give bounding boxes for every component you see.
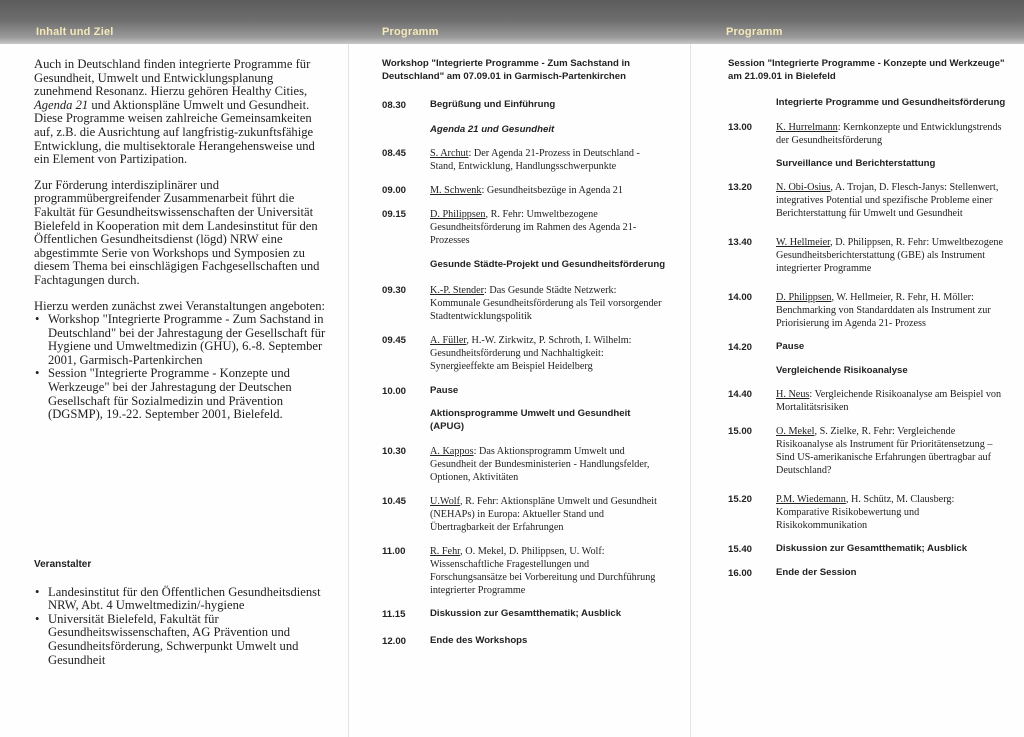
heading: Gesunde Städte-Projekt und Gesundheitsförderung [430,259,666,270]
header-band [690,0,1024,44]
program-row [728,543,1008,556]
speaker: K. Hurrelmann [776,121,838,133]
time: 10.30 [382,446,407,457]
program-row [728,493,1008,532]
list-item: • Landesinstitut für den Öffentlichen Gesundheitsdienst NRW, Abt. 4 Umweltmedizin/-hygiene [48,586,328,613]
section-header: Programm [382,26,439,38]
list-item: • Session "Integrierte Programme - Konzepte und Werkzeuge" bei der Jahrestagung der Deutschen Gesellschaft für Sozialmedizin und Prävention (DGSMP), 19.-22. September 2001, Bielefeld. [48,367,328,421]
entry: Ende der Session [776,566,857,578]
entry: Ende des Workshops [430,634,528,646]
time: 11.15 [382,609,406,620]
veranstalter-section [34,558,328,667]
veranstalter-title: Veranstalter [34,559,92,570]
speaker: K.-P. Stender [430,284,485,296]
entry: Diskussion zur Gesamtthematik; Ausblick [776,543,968,554]
speaker: H. Neus [776,389,810,400]
entry: : Gesundheitsbezüge in Agenda 21 [481,185,623,196]
speaker: A. Kappos [430,446,474,457]
speaker: U.Wolf [430,496,461,507]
heading: Vergleichende Risikoanalyse [776,364,908,376]
entry: : Das Gesunde Städte Netzwerk: Kommunale Gesundheitsförderung als Teil vorsorgender Stadtentwicklungspolitik [430,284,662,322]
session-heading [728,365,1008,378]
speaker: M. Schwenk [430,185,482,196]
paragraph-1 [34,58,328,167]
program-row [382,208,666,247]
session-heading [382,124,666,137]
time: 14.20 [728,342,753,353]
time: 09.30 [382,284,407,296]
time: 08.30 [382,100,407,111]
column-workshop [348,0,690,737]
event-list [34,313,328,422]
time: 09.45 [382,334,407,346]
entry: , R. Fehr: Aktionspläne Umwelt und Gesundheit (NEHAPs) in Europa: Aktueller Stand und Übertragbarkeit der Erfahrungen [430,496,657,533]
veranstalter-list [34,586,328,668]
entry: : Kernkonzepte und Entwicklungstrends der Gesundheitsförderung [776,121,1002,146]
speaker: D. Philippsen [776,292,832,303]
time: 09.15 [382,209,407,220]
session-title: Session "Integrierte Programme - Konzepte und Werkzeuge" am 21.09.01 in Bielefeld [728,58,1005,82]
header-band [348,0,690,44]
entry: , R. Fehr: Umweltbezogene Gesundheitsförderung im Rahmen des Agenda 21-Prozesses [430,209,637,246]
speaker: N. Obi-Osius [776,182,831,193]
entry: , H. Schütz, M. Clausberg: Komparative Risikobewertung und Risikokommunikation [776,494,955,531]
time: 15.00 [728,426,753,437]
p1-text-b: und Aktionspläne Umwelt und Gesundheit. Diese Programme weisen zahlreiche Gemeinsamkeiten auf, z.B. die Ausrichtung auf langfristig-zukunftsfähige Entwicklung, die multisektorale Herangehensweise und ein Element von Partizipation. [34,97,315,167]
header-band [0,0,348,44]
time: 13.00 [728,121,753,133]
entry: : Vergleichende Risikoanalyse am Beispiel von Mortalitätsrisiken [776,389,1002,413]
speaker: W. Hellmeier [776,237,831,248]
time: 16.00 [728,567,753,579]
program-row [382,495,666,534]
session-heading [728,158,1008,171]
paragraph-3: Hierzu werden zunächst zwei Veranstaltungen angeboten: [34,298,326,313]
program-row [382,635,666,648]
heading-italic: Agenda 21 [430,123,479,135]
p1-text-a: Auch in Deutschland finden integrierte Programme für Gesundheit, Umwelt und Entwicklungsplanung zunehmend Resonanz. Hierzu gehören Healthy Cities, [34,57,311,99]
entry: : Das Aktionsprogramm Umwelt und Gesundheit der Bundesministerien - Handlungsfelder, Optionen, Aktivitäten [430,446,650,483]
time: 15.20 [728,494,753,505]
program-row [382,99,666,112]
p1-italic: Agenda 21 [34,97,89,112]
program-row [382,334,666,373]
heading: Integrierte Programme und Gesundheitsförderung [776,97,1006,108]
program-row [728,388,1008,414]
time: 14.00 [728,292,753,303]
time: 10.45 [382,496,407,507]
time: 09.00 [382,185,407,196]
intro-text [0,44,348,422]
entry: Pause [776,341,805,352]
program-row [728,236,1008,275]
speaker: D. Philippsen [430,209,486,220]
entry: , D. Philippsen, R. Fehr: Umweltbezogene Gesundheitsberichterstattung (GBE) als Instrument integrierter Programme [776,237,1003,274]
time: 11.00 [382,546,406,557]
time: 13.40 [728,237,753,248]
entry: Begrüßung und Einführung [430,99,556,110]
speaker: S. Archut [430,148,469,159]
program-row [382,385,666,398]
time: 12.00 [382,635,407,647]
program-row [728,425,1008,477]
speaker: R. Fehr [430,546,461,557]
time: 10.00 [382,385,407,397]
time: 14.40 [728,389,753,400]
section-header: Inhalt und Ziel [36,26,114,38]
speaker: O. Mekel [776,426,815,437]
entry: : Der Agenda 21-Prozess in Deutschland - Stand, Entwicklung, Handlungsschwerpunkte [430,148,640,172]
program-row [728,181,1008,220]
entry: Pause [430,384,459,396]
entry: , W. Hellmeier, R. Fehr, H. Möller: Benchmarking von Standarddaten als Instrument zur Priorisierung im Agenda 21- Prozess [776,292,991,329]
session-heading [382,408,666,433]
program-row [382,608,666,621]
speaker: A. Füller [430,334,467,346]
program-row [382,184,666,197]
session-heading [382,259,666,272]
program-row [728,121,1008,147]
time: 15.40 [728,544,753,555]
session-program [690,44,1024,579]
program-row [728,567,1008,580]
list-item: • Universität Bielefeld, Fakultät für Gesundheitswissenschaften, AG Prävention und Gesundheitsförderung, Schwerpunkt Umwelt und Gesundheit [48,613,328,667]
program-row [382,284,666,323]
paragraph-2: Zur Förderung interdisziplinärer und programmübergreifender Zusammenarbeit führt die Fakultät für Gesundheitswissenschaften der Universität Bielefeld in Kooperation mit dem Landesinstitut für den Öffentlichen Gesundheitsdienst (lögd) NRW eine abgestimmte Serie von Workshops und Symposien zu diesem Thema bei einschlägigen Fachgesellschaften und Fachtagungen durch. [34,177,320,287]
time: 08.45 [382,148,407,159]
entry: , O. Mekel, D. Philippsen, U. Wolf: Wissenschaftliche Fragestellungen und Forschungsansätze bei Vorbereitung und Durchführung integrierter Programme [430,546,656,596]
time: 13.20 [728,182,753,193]
entry: , S. Zielke, R. Fehr: Vergleichende Risikoanalyse als Instrument für Prioritätensetzung – Sind US-amerikanische Erfahrungen übertragbar auf Deutschland? [776,426,993,476]
program-row [382,445,666,484]
column-session [690,0,1024,737]
session-heading [728,97,1008,110]
program-row [728,341,1008,354]
heading: Surveillance und Berichterstattung [776,157,936,169]
entry: , H.-W. Zirkwitz, P. Schroth, I. Wilhelm: Gesundheitsförderung und Nachhaltigkeit: Synergieeffekte am Beispiel Heidelberg [430,334,632,372]
column-inhalt [0,0,348,737]
program-row [382,147,666,173]
workshop-program [348,44,690,647]
entry: Diskussion zur Gesamtthematik; Ausblick [430,608,622,619]
speaker: P.M. Wiedemann [776,494,846,505]
heading-text: und Gesundheit [478,123,555,135]
heading: Aktionsprogramme Umwelt und Gesundheit (APUG) [430,408,631,432]
program-row [382,545,666,597]
list-item: • Workshop "Integrierte Programme - Zum Sachstand in Deutschland" bei der Jahrestagung der Gesellschaft für Hygiene und Umweltmedizin (GHU), 6.-8. September 2001, Garmisch-Partenkirchen [48,313,328,367]
section-header: Programm [726,26,783,38]
workshop-title: Workshop "Integrierte Programme - Zum Sachstand in Deutschland" am 07.09.01 in Garmisch-Partenkirchen [382,58,630,82]
entry: , A. Trojan, D. Flesch-Janys: Stellenwert, integratives Potential und spezifische Probleme einer Berichterstattung für Umwelt und Gesundheit [776,182,999,219]
program-row [728,291,1008,330]
